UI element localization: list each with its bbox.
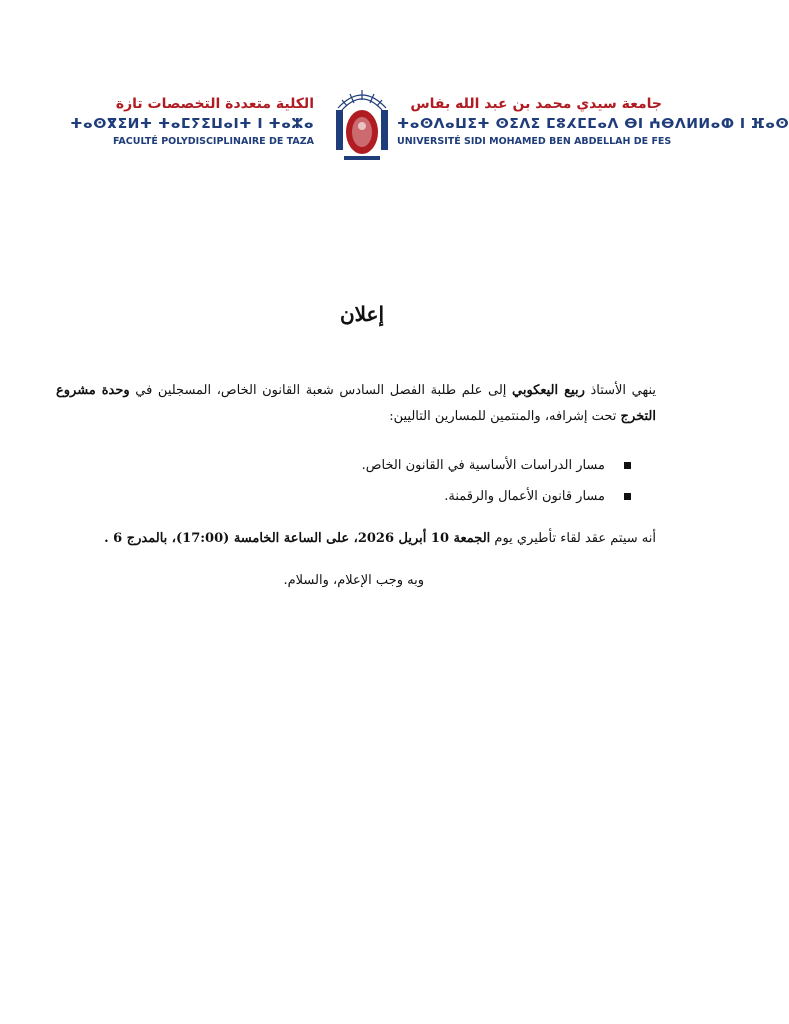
professor-name: ربيع اليعكوبي bbox=[512, 383, 585, 398]
intro-text-2: إلى علم طلبة الفصل السادس شعبة القانون الخاص، المسجلين في bbox=[129, 383, 513, 398]
tracks-list bbox=[111, 452, 631, 514]
logo-crown bbox=[338, 90, 386, 110]
intro-text-1: ينهي الأستاذ bbox=[584, 383, 656, 398]
faculty-name-tifinagh: ⵜⴰⵙⴳⵉⵍⵜ ⵜⴰⵎⵢⵉⵡⴰⵏⵜ ⵏ ⵜⴰⵣⴰ bbox=[70, 116, 314, 132]
faculty-block bbox=[62, 96, 314, 147]
university-name-tifinagh: ⵜⴰⵙⴷⴰⵡⵉⵜ ⵙⵉⴷⵉ ⵎⵓⵃⵎⵎⴰⴷ ⴱⵏ ⵄⴱⴷⵍⵍⴰⵀ ⵏ ⴼⴰⵙ bbox=[397, 116, 789, 132]
university-logo bbox=[330, 86, 394, 166]
meeting-text: أنه سيتم عقد لقاء تأطيري يوم bbox=[490, 531, 656, 546]
track-label: مسار الدراسات الأساسية في القانون الخاص. bbox=[361, 458, 605, 473]
letterhead bbox=[62, 86, 789, 166]
list-item bbox=[111, 483, 631, 511]
university-name-arabic: جامعة سيدي محمد بن عبد الله بفاس bbox=[410, 96, 662, 112]
meeting-date: الجمعة 10 أبريل 2026، على الساعة الخامسة (17:00)، بالمدرج 6 . bbox=[104, 531, 491, 546]
university-block bbox=[397, 96, 789, 147]
bullet-icon bbox=[624, 493, 631, 500]
bullet-icon bbox=[624, 462, 631, 469]
university-name-french: UNIVERSITÉ SIDI MOHAMED BEN ABDELLAH DE FES bbox=[397, 136, 672, 147]
meeting-paragraph bbox=[56, 526, 656, 552]
closing-line: وبه وجب الإعلام، والسلام. bbox=[283, 573, 424, 588]
list-item bbox=[111, 452, 631, 480]
announcement-title: إعلان bbox=[339, 302, 385, 326]
track-label: مسار قانون الأعمال والرقمنة. bbox=[444, 489, 605, 504]
faculty-name-arabic: الكلية متعددة التخصصات تازة bbox=[115, 96, 314, 112]
intro-paragraph bbox=[56, 378, 656, 430]
intro-text-3: تحت إشرافه، والمنتمين للمسارين التاليين: bbox=[389, 409, 621, 424]
module-name: وحدة مشروع التخرج bbox=[56, 383, 656, 424]
faculty-name-french: FACULTÉ POLYDISCIPLINAIRE DE TAZA bbox=[113, 136, 314, 147]
